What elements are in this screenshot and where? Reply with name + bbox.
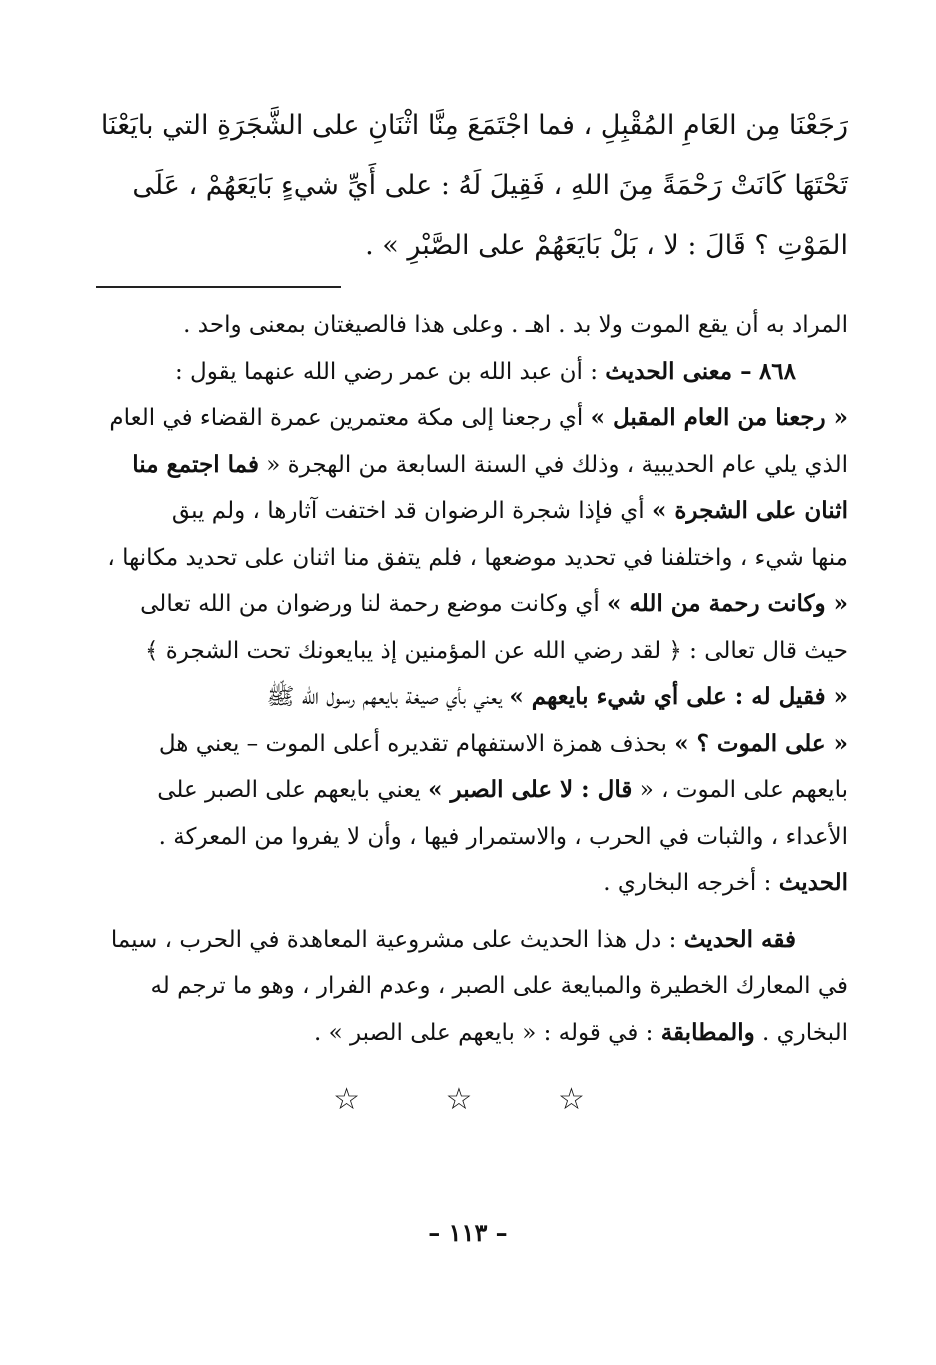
page-number: – ١١٣ – bbox=[428, 1218, 508, 1247]
commentary-heading-line: ٨٦٨ – معنى الحديث : أن عبد الله بن عمر رضي الله عنهما يقول : bbox=[175, 357, 796, 385]
commentary-line: الذي يلي عام الحديبية ، وذلك في السنة السابعة من الهجرة « فما اجتمع منا bbox=[132, 450, 848, 478]
fiqh-line: البخاري . والمطابقة : في قوله : « بايعهم على الصبر » . bbox=[313, 1018, 848, 1046]
hadith-line-1: رَجَعْنَا مِن العَامِ المُقْبِلِ ، فما اجْتَمَعَ مِنَّا اثْنَانِ على الشَّجَرَةِ التي بايَعْنَا bbox=[100, 110, 848, 141]
commentary-line: « وكانت رحمة من الله » أي وكانت موضع رحمة لنا ورضوان من الله تعالى bbox=[140, 590, 848, 617]
commentary-line: الأعداء ، والثبات في الحرب ، والاستمرار فيها ، وأن لا يفروا من المعركة . bbox=[158, 823, 848, 850]
heading-rest: : أن عبد الله بن عمر رضي الله عنهما يقول : bbox=[175, 358, 598, 385]
commentary-line: « فقيل له : على أي شيء بايعهم » يعني بأي صيغة بايعهم رسول الله ﷺ bbox=[266, 683, 848, 710]
hadith-line-3: المَوْتِ ؟ قَالَ : لا ، بَلْ بَايَعَهُمْ على الصَّبْرِ » . bbox=[365, 230, 848, 261]
fiqh-line: في المعارك الخطيرة والمبايعة على الصبر ، وعدم الفرار ، وهو ما ترجم له bbox=[150, 973, 848, 999]
hadith-line-2: تَحْتَهَا كَانَتْ رَحْمَةً مِنَ اللهِ ، فَقِيلَ لَهُ : على أَيِّ شيءٍ بَايَعَهُمْ ، عَلَى bbox=[132, 170, 848, 201]
commentary-line: حيث قال تعالى : ﴿ لقد رضي الله عن المؤمنين إذ يبايعونك تحت الشجرة ﴾ bbox=[144, 637, 848, 664]
footnote-separator bbox=[96, 286, 341, 288]
commentary-line: منها شيء ، واختلفنا في تحديد موضعها ، فلم يتفق منا اثنان على تحديد مكانها ، bbox=[107, 544, 848, 571]
commentary-line: الحديث : أخرجه البخاري . bbox=[603, 869, 848, 896]
commentary-body bbox=[96, 302, 848, 1056]
hadith-text-block bbox=[96, 96, 848, 276]
footnote-text: المراد به أن يقع الموت ولا بد . اهـ . وعلى هذا فالصيغتان بمعنى واحد . bbox=[183, 312, 848, 338]
section-separator-stars: ☆ ☆ ☆ bbox=[333, 1082, 623, 1117]
commentary-line: « على الموت ؟ » بحذف همزة الاستفهام تقديره أعلى الموت – يعني هل bbox=[158, 729, 848, 757]
fiqh-line: فقه الحديث : دل هذا الحديث على مشروعية المعاهدة في الحرب ، سيما bbox=[110, 925, 796, 953]
hadith-number: ٨٦٨ bbox=[758, 357, 796, 385]
fiqh-heading: فقه الحديث bbox=[683, 925, 796, 953]
section-heading: معنى الحديث bbox=[605, 357, 733, 385]
commentary-line: بايعهم على الموت ، « قال : لا على الصبر » يعني بايعهم على الصبر على bbox=[157, 776, 848, 803]
commentary-line: اثنان على الشجرة » أي فإذا شجرة الرضوان قد اختفت آثارها ، ولم يبق bbox=[171, 497, 848, 524]
commentary-line: « رجعنا من العام المقبل » أي رجعنا إلى مكة معتمرين عمرة القضاء في العام bbox=[109, 404, 848, 431]
